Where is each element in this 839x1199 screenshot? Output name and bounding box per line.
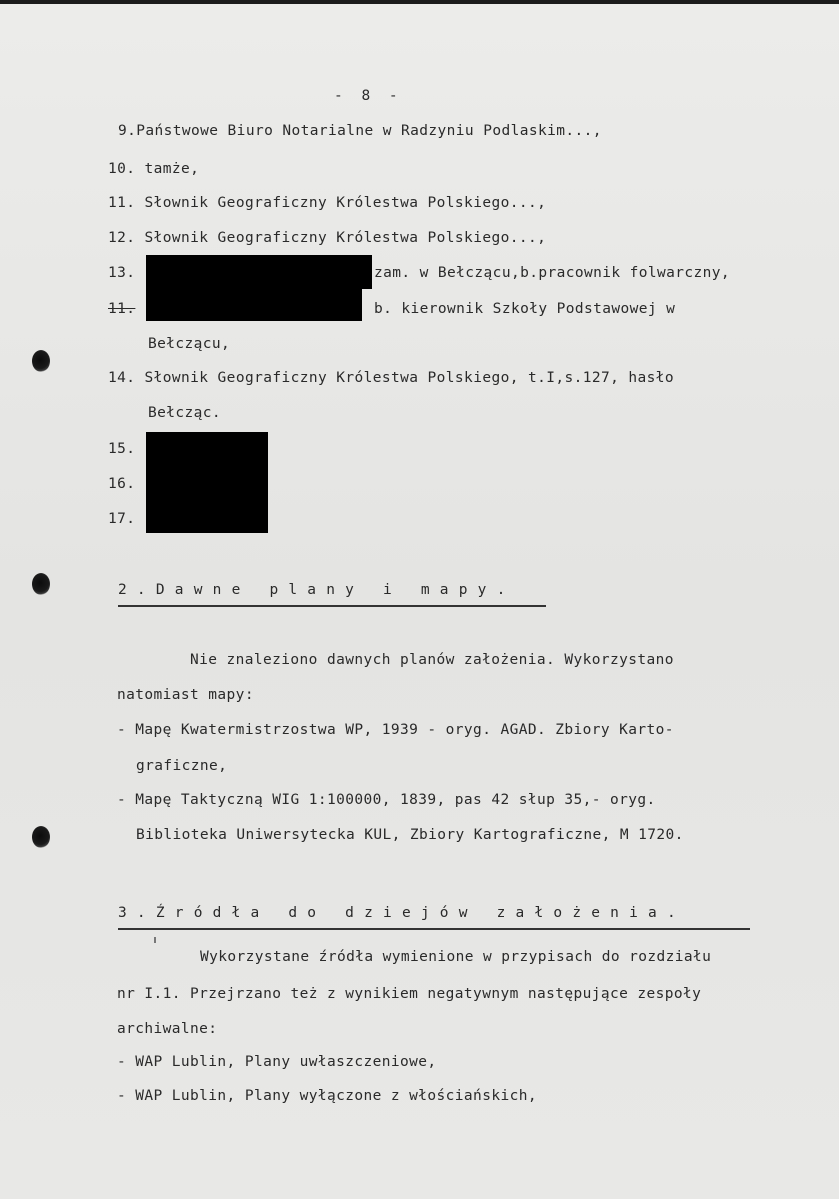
section-3-heading: 3.Źródła do dziejów założenia.: [118, 905, 686, 921]
redaction-box: [146, 289, 362, 321]
section-2-item-2-line-2: Biblioteka Uniwersytecka KUL, Zbiory Kartograficzne, M 1720.: [136, 827, 684, 843]
footnote-17-number: 17.: [108, 511, 136, 527]
footnote-15-number: 15.: [108, 441, 136, 457]
redaction-box: [146, 432, 268, 533]
section-3-item-1: - WAP Lublin, Plany uwłaszczeniowe,: [117, 1054, 437, 1070]
punch-hole-icon: [32, 350, 50, 372]
tick-mark: [154, 937, 156, 943]
section-2-intro-line-1: Nie znaleziono dawnych planów założenia. Wykorzystano: [190, 652, 674, 668]
footnote-14-continuation: Bełcząc.: [148, 405, 222, 421]
section-3-para-line-1: Wykorzystane źródła wymienione w przypisach do rozdziału: [200, 949, 712, 965]
footnote-11b-text: b. kierownik Szkoły Podstawowej w: [374, 301, 676, 317]
section-2-item-2-line-1: - Mapę Taktyczną WIG 1:100000, 1839, pas 42 słup 35,- oryg.: [117, 792, 656, 808]
redaction-box: [146, 255, 372, 289]
footnote-13-number: 13.: [108, 265, 136, 281]
page-number: - 8 -: [334, 88, 403, 104]
footnote-11b-continuation: Bełczącu,: [148, 336, 231, 352]
punch-hole-icon: [32, 573, 50, 595]
section-2-item-1-line-2: graficzne,: [136, 758, 228, 774]
footnote-9: 9.Państwowe Biuro Notarialne w Radzyniu Podlaskim...,: [118, 123, 602, 139]
section-3-underline: [118, 928, 750, 930]
punch-hole-icon: [32, 826, 50, 848]
section-2-underline: [118, 605, 546, 607]
footnote-13-text: zam. w Bełczącu,b.pracownik folwarczny,: [374, 265, 731, 281]
section-2-heading: 2.Dawne plany i mapy.: [118, 582, 516, 598]
footnote-11b-number: 11.: [108, 301, 136, 317]
section-2-intro-line-2: natomiast mapy:: [117, 687, 254, 703]
footnote-10: 10. tamże,: [108, 161, 200, 177]
section-3-para-line-3: archiwalne:: [117, 1021, 218, 1037]
footnote-12: 12. Słownik Geograficzny Królestwa Polskiego...,: [108, 230, 547, 246]
section-3-item-2: - WAP Lublin, Plany wyłączone z włościańskich,: [117, 1088, 537, 1104]
section-2-item-1-line-1: - Mapę Kwatermistrzostwa WP, 1939 - oryg. AGAD. Zbiory Karto-: [117, 722, 674, 738]
footnote-16-number: 16.: [108, 476, 136, 492]
section-3-para-line-2: nr I.1. Przejrzano też z wynikiem negatywnym następujące zespoły: [117, 986, 702, 1002]
scan-top-edge: [0, 0, 839, 4]
footnote-14: 14. Słownik Geograficzny Królestwa Polskiego, t.I,s.127, hasło: [108, 370, 675, 386]
footnote-11: 11. Słownik Geograficzny Królestwa Polskiego...,: [108, 195, 547, 211]
